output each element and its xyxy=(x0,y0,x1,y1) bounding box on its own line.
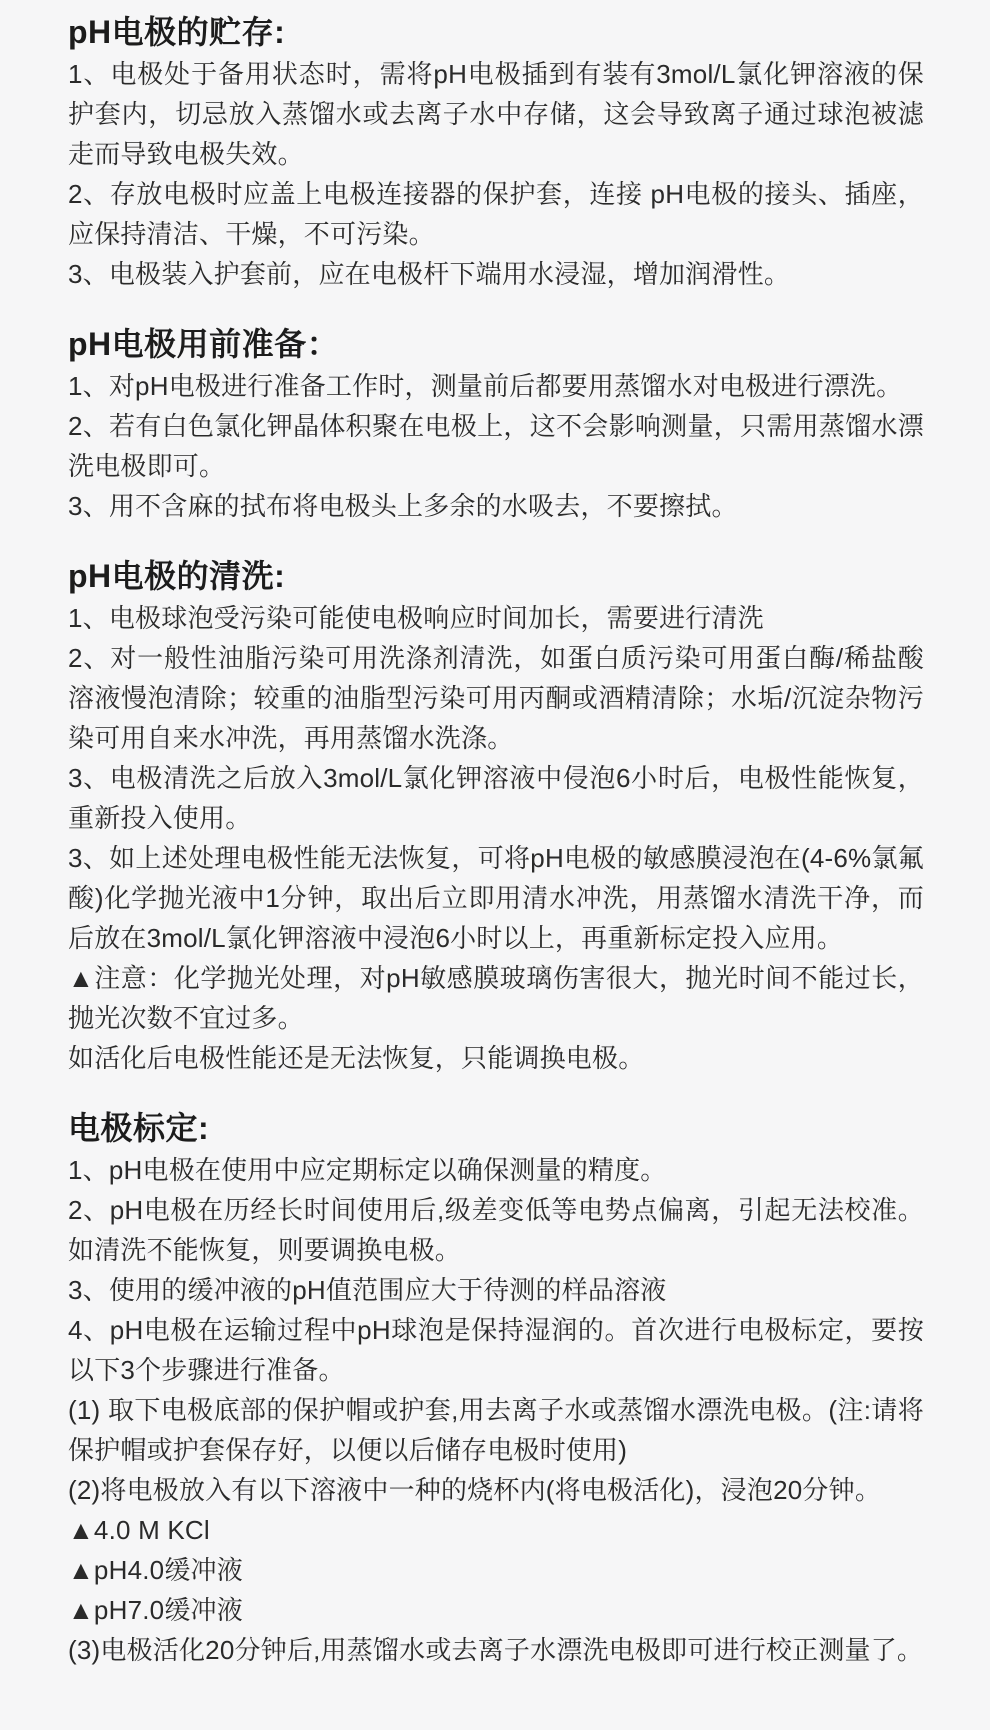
paragraph-bullet: ▲pH4.0缓冲液 xyxy=(68,1555,243,1585)
section-title: pH电极的清洗: xyxy=(68,558,286,594)
paragraph: 2、存放电极时应盖上电极连接器的保护套，连接 pH电极的接头、插座，应保持清洁、干燥，不可污染。 xyxy=(68,179,924,249)
paragraph: 1、pH电极在使用中应定期标定以确保测量的精度。 xyxy=(68,1155,667,1185)
section-title: pH电极的贮存: xyxy=(68,14,286,50)
section-ph-storage xyxy=(68,10,924,294)
paragraph: 1、对pH电极进行准备工作时，测量前后都要用蒸馏水对电极进行漂洗。 xyxy=(68,371,903,401)
paragraph-step: (2)将电极放入有以下溶液中一种的烧杯内(将电极活化)，浸泡20分钟。 xyxy=(68,1475,882,1505)
paragraph-step: (3)电极活化20分钟后,用蒸馏水或去离子水漂洗电极即可进行校正测量了。 xyxy=(68,1635,924,1665)
paragraph: 3、电极装入护套前，应在电极杆下端用水浸湿，增加润滑性。 xyxy=(68,259,791,289)
paragraph: 4、pH电极在运输过程中pH球泡是保持湿润的。首次进行电极标定，要按以下3个步骤进行准备。 xyxy=(68,1315,924,1385)
paragraph: 3、使用的缓冲液的pH值范围应大于待测的样品溶液 xyxy=(68,1275,667,1305)
paragraph: 1、电极处于备用状态时，需将pH电极插到有装有3mol/L氯化钾溶液的保护套内，切忌放入蒸馏水或去离子水中存储，这会导致离子通过球泡被滤走而导致电极失效。 xyxy=(68,59,924,169)
section-title: 电极标定: xyxy=(68,1110,210,1146)
paragraph: 3、如上述处理电极性能无法恢复，可将pH电极的敏感膜浸泡在(4-6%氯氟酸)化学抛光液中1分钟，取出后立即用清水冲洗，用蒸馏水清洗干净，而后放在3mol/L氯化钾溶液中浸泡6小时以上，再重新标定投入应用。 xyxy=(68,843,924,953)
paragraph: 如活化后电极性能还是无法恢复，只能调换电极。 xyxy=(68,1043,645,1073)
paragraph-step: (1) 取下电极底部的保护帽或护套,用去离子水或蒸馏水漂洗电极。(注:请将保护帽或护套保存好，以便以后储存电极时使用) xyxy=(68,1395,924,1465)
paragraph-bullet: ▲pH7.0缓冲液 xyxy=(68,1595,243,1625)
paragraph-note: ▲注意：化学抛光处理，对pH敏感膜玻璃伤害很大，抛光时间不能过长，抛光次数不宜过多。 xyxy=(68,963,924,1033)
paragraph: 2、对一般性油脂污染可用洗涤剂清洗，如蛋白质污染可用蛋白酶/稀盐酸溶液慢泡清除；较重的油脂型污染可用丙酮或酒精清除；水垢/沉淀杂物污染可用自来水冲洗，再用蒸馏水洗涤。 xyxy=(68,643,924,753)
section-ph-cleaning xyxy=(68,554,924,1078)
section-title: pH电极用前准备： xyxy=(68,326,340,362)
paragraph: 2、若有白色氯化钾晶体积聚在电极上，这不会影响测量，只需用蒸馏水漂洗电极即可。 xyxy=(68,411,924,481)
paragraph: 2、pH电极在历经长时间使用后,级差变低等电势点偏离，引起无法校准。如清洗不能恢复，则要调换电极。 xyxy=(68,1195,924,1265)
paragraph: 3、电极清洗之后放入3mol/L氯化钾溶液中侵泡6小时后，电极性能恢复，重新投入使用。 xyxy=(68,763,924,833)
paragraph: 3、用不含麻的拭布将电极头上多余的水吸去，不要擦拭。 xyxy=(68,491,738,521)
section-electrode-calibration xyxy=(68,1106,924,1670)
section-ph-preparation xyxy=(68,322,924,526)
paragraph: 1、电极球泡受污染可能使电极响应时间加长，需要进行清洗 xyxy=(68,603,764,633)
paragraph-bullet: ▲4.0 M KCl xyxy=(68,1515,210,1545)
